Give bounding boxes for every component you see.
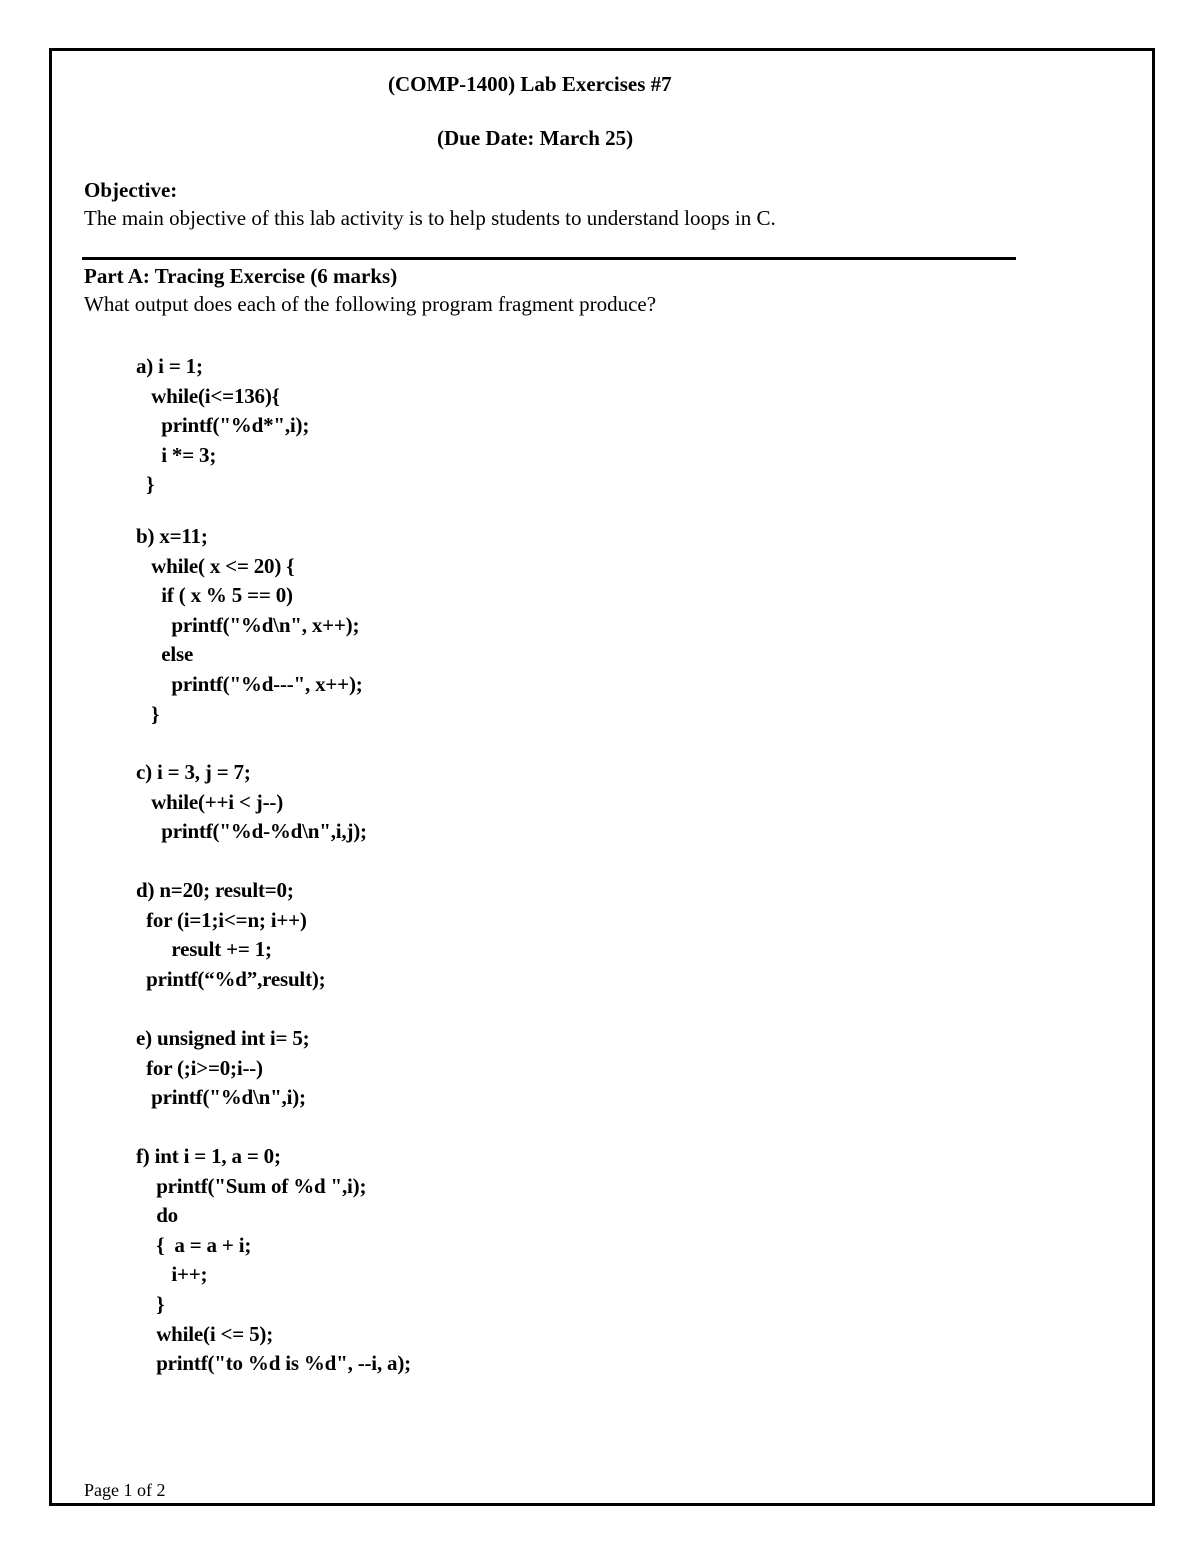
code-line: while( x <= 20) { bbox=[136, 553, 295, 578]
code-line: i *= 3; bbox=[136, 442, 217, 467]
code-line: c) i = 3, j = 7; bbox=[136, 760, 251, 784]
section-divider bbox=[82, 257, 1016, 260]
code-line: } bbox=[136, 472, 155, 497]
code-line: b) x=11; bbox=[136, 524, 208, 548]
code-line: } bbox=[136, 701, 160, 726]
exercise-d-code bbox=[136, 876, 325, 994]
code-line: printf("to %d is %d", --i, a); bbox=[136, 1351, 411, 1376]
code-line: if ( x % 5 == 0) bbox=[136, 583, 293, 608]
code-line: else bbox=[136, 642, 194, 667]
code-line: printf("%d\n", x++); bbox=[136, 612, 360, 637]
code-line: while(i<=136){ bbox=[136, 383, 280, 408]
part-a-question: What output does each of the following program fragment produce? bbox=[84, 292, 657, 316]
document-title: (COMP-1400) Lab Exercises #7 bbox=[388, 72, 672, 96]
code-line: d) n=20; result=0; bbox=[136, 878, 294, 902]
part-a-heading: Part A: Tracing Exercise (6 marks) bbox=[84, 264, 398, 288]
exercise-b-code bbox=[136, 522, 363, 729]
code-line: f) int i = 1, a = 0; bbox=[136, 1144, 281, 1168]
code-line: while(++i < j--) bbox=[136, 789, 283, 814]
code-line: printf("%d\n",i); bbox=[136, 1085, 306, 1110]
code-line: a) i = 1; bbox=[136, 354, 203, 378]
code-line: printf("%d*",i); bbox=[136, 413, 310, 438]
code-line: do bbox=[136, 1203, 178, 1228]
code-line: { a = a + i; bbox=[136, 1232, 252, 1257]
exercise-a-code bbox=[136, 352, 309, 500]
code-line: printf("%d---", x++); bbox=[136, 671, 363, 696]
code-line: i++; bbox=[136, 1262, 208, 1287]
due-date: (Due Date: March 25) bbox=[437, 126, 634, 150]
exercise-f-code bbox=[136, 1142, 411, 1379]
objective-text: The main objective of this lab activity is to help students to understand loops in C. bbox=[84, 206, 776, 230]
code-line: printf("%d-%d\n",i,j); bbox=[136, 819, 367, 844]
exercise-e-code bbox=[136, 1024, 309, 1113]
code-line: while(i <= 5); bbox=[136, 1321, 273, 1346]
code-line: for (i=1;i<=n; i++) bbox=[136, 907, 307, 932]
code-line: for (;i>=0;i--) bbox=[136, 1055, 263, 1080]
objective-heading: Objective: bbox=[84, 178, 178, 202]
code-line: printf(“%d”,result); bbox=[136, 966, 326, 991]
code-line: printf("Sum of %d ",i); bbox=[136, 1173, 367, 1198]
page-number: Page 1 of 2 bbox=[84, 1480, 166, 1500]
exercise-c-code bbox=[136, 758, 367, 847]
code-line: result += 1; bbox=[136, 937, 272, 962]
code-line: } bbox=[136, 1291, 165, 1316]
code-line: e) unsigned int i= 5; bbox=[136, 1026, 310, 1050]
